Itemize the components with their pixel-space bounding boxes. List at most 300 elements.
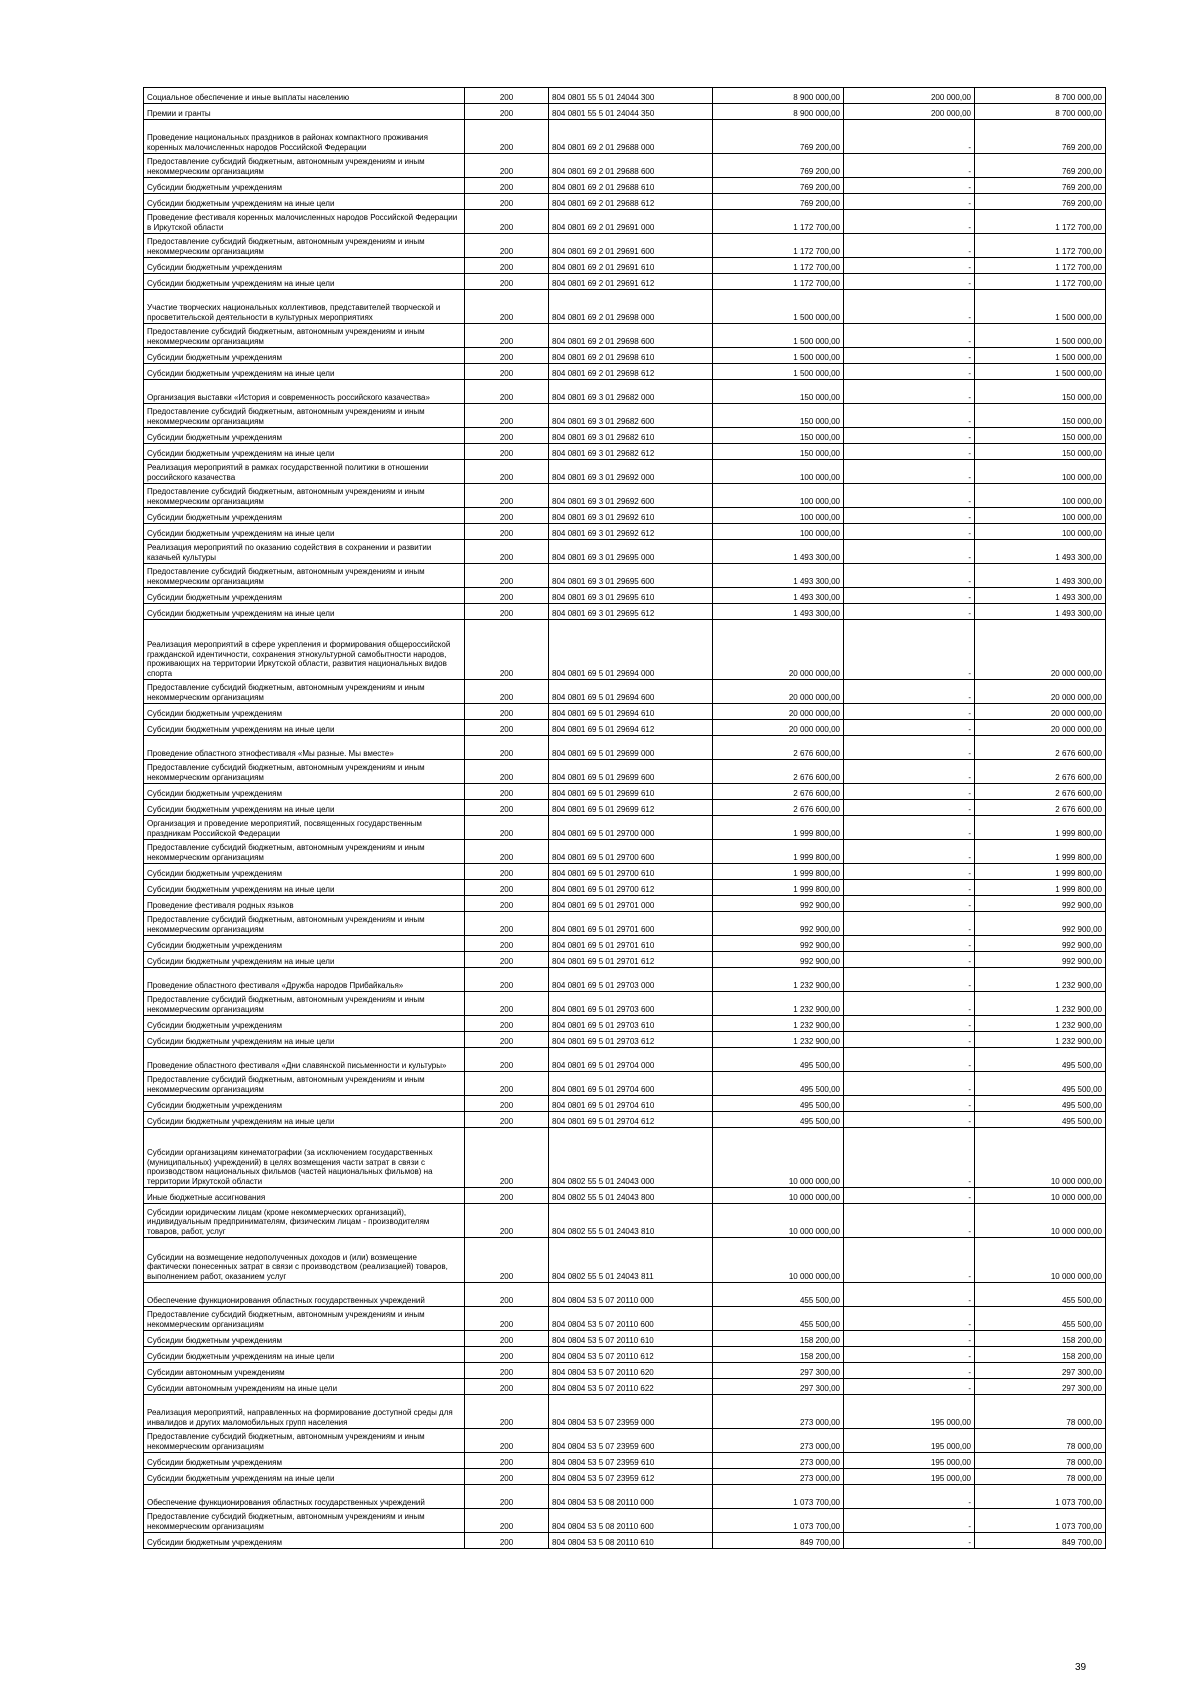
cell-amount-remaining: 158 200,00 — [975, 1331, 1106, 1347]
cell-amount-approved: 1 500 000,00 — [713, 364, 844, 380]
table-row — [144, 760, 1106, 784]
cell-amount-reserved: - — [844, 364, 975, 380]
cell-amount-approved: 1 500 000,00 — [713, 324, 844, 348]
cell-amount-approved: 1 232 900,00 — [713, 1016, 844, 1032]
cell-budget-code: 804 0801 69 5 01 29701 612 — [549, 952, 713, 968]
cell-amount-approved: 1 493 300,00 — [713, 540, 844, 564]
cell-budget-code: 804 0801 69 5 01 29703 000 — [549, 968, 713, 992]
cell-budget-code: 804 0804 53 5 07 23959 612 — [549, 1469, 713, 1485]
cell-amount-reserved: - — [844, 704, 975, 720]
table-row — [144, 210, 1106, 234]
cell-amount-reserved: - — [844, 234, 975, 258]
cell-amount-remaining: 150 000,00 — [975, 380, 1106, 404]
cell-amount-reserved: - — [844, 620, 975, 680]
page-number: 39 — [1075, 1662, 1087, 1673]
cell-amount-remaining: 495 500,00 — [975, 1048, 1106, 1072]
cell-budget-code: 804 0801 69 2 01 29688 600 — [549, 154, 713, 178]
cell-amount-reserved: - — [844, 604, 975, 620]
cell-budget-code: 804 0804 53 5 07 23959 610 — [549, 1453, 713, 1469]
cell-budget-code: 804 0801 69 5 01 29700 000 — [549, 816, 713, 840]
cell-name: Проведение областного фестиваля «Дружба народов Прибайкалья» — [144, 968, 465, 992]
cell-name: Субсидии автономным учреждениям — [144, 1363, 465, 1379]
cell-amount-remaining: 1 493 300,00 — [975, 604, 1106, 620]
table-row — [144, 816, 1106, 840]
cell-amount-approved: 273 000,00 — [713, 1395, 844, 1429]
cell-name: Субсидии бюджетным учреждениям — [144, 588, 465, 604]
cell-amount-remaining: 1 500 000,00 — [975, 324, 1106, 348]
cell-name: Субсидии бюджетным учреждениям на иные цели — [144, 800, 465, 816]
table-row — [144, 952, 1106, 968]
cell-line-code: 200 — [465, 736, 549, 760]
cell-budget-code: 804 0804 53 5 07 20110 622 — [549, 1379, 713, 1395]
cell-amount-remaining: 992 900,00 — [975, 896, 1106, 912]
cell-amount-reserved: - — [844, 508, 975, 524]
cell-amount-approved: 495 500,00 — [713, 1048, 844, 1072]
table-row — [144, 784, 1106, 800]
cell-line-code: 200 — [465, 154, 549, 178]
cell-budget-code: 804 0801 69 5 01 29704 610 — [549, 1096, 713, 1112]
cell-amount-reserved: 195 000,00 — [844, 1429, 975, 1453]
table-row — [144, 194, 1106, 210]
table-row — [144, 620, 1106, 680]
cell-amount-approved: 20 000 000,00 — [713, 704, 844, 720]
cell-amount-remaining: 78 000,00 — [975, 1429, 1106, 1453]
cell-amount-remaining: 20 000 000,00 — [975, 720, 1106, 736]
cell-name: Предоставление субсидий бюджетным, автономным учреждениям и иным некоммерческим организациям — [144, 564, 465, 588]
cell-amount-remaining: 1 232 900,00 — [975, 1032, 1106, 1048]
cell-budget-code: 804 0801 69 2 01 29698 610 — [549, 348, 713, 364]
cell-amount-approved: 849 700,00 — [713, 1533, 844, 1549]
table-row — [144, 178, 1106, 194]
cell-name: Предоставление субсидий бюджетным, автономным учреждениям и иным некоммерческим организациям — [144, 680, 465, 704]
cell-amount-reserved: - — [844, 1204, 975, 1238]
cell-amount-approved: 273 000,00 — [713, 1453, 844, 1469]
cell-amount-reserved: 195 000,00 — [844, 1469, 975, 1485]
table-row — [144, 404, 1106, 428]
cell-line-code: 200 — [465, 992, 549, 1016]
cell-budget-code: 804 0802 55 5 01 24043 810 — [549, 1204, 713, 1238]
cell-line-code: 200 — [465, 120, 549, 154]
table-row — [144, 258, 1106, 274]
cell-amount-remaining: 10 000 000,00 — [975, 1128, 1106, 1188]
cell-amount-reserved: - — [844, 588, 975, 604]
cell-budget-code: 804 0801 69 2 01 29691 612 — [549, 274, 713, 290]
cell-name: Участие творческих национальных коллективов, представителей творческой и просветительской деятельности в культурных мероприятиях — [144, 290, 465, 324]
cell-amount-approved: 455 500,00 — [713, 1307, 844, 1331]
cell-amount-reserved: - — [844, 290, 975, 324]
cell-amount-reserved: - — [844, 380, 975, 404]
cell-amount-reserved: 195 000,00 — [844, 1395, 975, 1429]
table-row — [144, 736, 1106, 760]
cell-line-code: 200 — [465, 912, 549, 936]
cell-budget-code: 804 0801 69 5 01 29699 612 — [549, 800, 713, 816]
cell-name: Субсидии бюджетным учреждениям на иные цели — [144, 720, 465, 736]
table-row — [144, 1128, 1106, 1188]
cell-line-code: 200 — [465, 460, 549, 484]
cell-amount-reserved: - — [844, 1509, 975, 1533]
cell-line-code: 200 — [465, 1453, 549, 1469]
cell-amount-reserved: - — [844, 896, 975, 912]
cell-amount-approved: 297 300,00 — [713, 1363, 844, 1379]
cell-amount-reserved: - — [844, 736, 975, 760]
cell-amount-remaining: 1 500 000,00 — [975, 348, 1106, 364]
cell-line-code: 200 — [465, 680, 549, 704]
cell-line-code: 200 — [465, 564, 549, 588]
cell-name: Субсидии бюджетным учреждениям — [144, 508, 465, 524]
cell-amount-remaining: 2 676 600,00 — [975, 760, 1106, 784]
cell-amount-approved: 20 000 000,00 — [713, 620, 844, 680]
cell-amount-approved: 769 200,00 — [713, 154, 844, 178]
cell-amount-reserved: - — [844, 1307, 975, 1331]
cell-budget-code: 804 0801 69 3 01 29695 000 — [549, 540, 713, 564]
cell-amount-approved: 1 073 700,00 — [713, 1485, 844, 1509]
cell-name: Субсидии бюджетным учреждениям — [144, 428, 465, 444]
cell-amount-remaining: 10 000 000,00 — [975, 1204, 1106, 1238]
cell-amount-remaining: 1 493 300,00 — [975, 540, 1106, 564]
cell-amount-approved: 495 500,00 — [713, 1112, 844, 1128]
cell-amount-approved: 100 000,00 — [713, 460, 844, 484]
cell-budget-code: 804 0801 69 2 01 29691 600 — [549, 234, 713, 258]
cell-amount-remaining: 769 200,00 — [975, 154, 1106, 178]
cell-name: Субсидии бюджетным учреждениям — [144, 864, 465, 880]
cell-amount-remaining: 20 000 000,00 — [975, 704, 1106, 720]
cell-amount-reserved: - — [844, 880, 975, 896]
cell-line-code: 200 — [465, 1331, 549, 1347]
cell-amount-remaining: 1 999 800,00 — [975, 880, 1106, 896]
cell-amount-approved: 2 676 600,00 — [713, 800, 844, 816]
cell-budget-code: 804 0801 69 5 01 29699 610 — [549, 784, 713, 800]
cell-amount-approved: 1 172 700,00 — [713, 274, 844, 290]
table-row — [144, 508, 1106, 524]
cell-name: Предоставление субсидий бюджетным, автономным учреждениям и иным некоммерческим организациям — [144, 234, 465, 258]
cell-budget-code: 804 0804 53 5 07 23959 600 — [549, 1429, 713, 1453]
cell-amount-remaining: 297 300,00 — [975, 1363, 1106, 1379]
table-row — [144, 912, 1106, 936]
cell-amount-remaining: 297 300,00 — [975, 1379, 1106, 1395]
table-row — [144, 380, 1106, 404]
cell-amount-reserved: - — [844, 936, 975, 952]
table-row — [144, 1204, 1106, 1238]
cell-line-code: 200 — [465, 1347, 549, 1363]
cell-amount-approved: 1 493 300,00 — [713, 604, 844, 620]
cell-line-code: 200 — [465, 620, 549, 680]
cell-name: Субсидии бюджетным учреждениям на иные цели — [144, 604, 465, 620]
cell-amount-approved: 1 999 800,00 — [713, 880, 844, 896]
cell-amount-approved: 297 300,00 — [713, 1379, 844, 1395]
table-row — [144, 864, 1106, 880]
cell-amount-reserved: - — [844, 1128, 975, 1188]
cell-amount-reserved: - — [844, 952, 975, 968]
cell-line-code: 200 — [465, 484, 549, 508]
cell-amount-remaining: 78 000,00 — [975, 1469, 1106, 1485]
cell-name: Субсидии бюджетным учреждениям — [144, 704, 465, 720]
cell-budget-code: 804 0801 69 2 01 29688 612 — [549, 194, 713, 210]
cell-amount-remaining: 20 000 000,00 — [975, 620, 1106, 680]
cell-name: Реализация мероприятий в сфере укрепления и формирования общероссийской гражданской идентичности, сохранения этнокультурной самобытности народов, проживающих на территории Иркутской области, развития национальных видов спорта — [144, 620, 465, 680]
table-row — [144, 1453, 1106, 1469]
table-row — [144, 1347, 1106, 1363]
cell-amount-reserved: - — [844, 864, 975, 880]
cell-name: Субсидии бюджетным учреждениям на иные цели — [144, 1469, 465, 1485]
table-row — [144, 154, 1106, 178]
cell-budget-code: 804 0801 69 5 01 29700 610 — [549, 864, 713, 880]
cell-name: Субсидии бюджетным учреждениям на иные цели — [144, 1032, 465, 1048]
cell-amount-remaining: 1 493 300,00 — [975, 588, 1106, 604]
cell-line-code: 200 — [465, 524, 549, 540]
table-row — [144, 564, 1106, 588]
cell-name: Реализация мероприятий в рамках государственной политики в отношении российского казачества — [144, 460, 465, 484]
table-row — [144, 290, 1106, 324]
cell-budget-code: 804 0801 69 3 01 29692 610 — [549, 508, 713, 524]
table-row — [144, 1307, 1106, 1331]
cell-amount-reserved: 200 000,00 — [844, 88, 975, 104]
cell-amount-reserved: - — [844, 460, 975, 484]
cell-budget-code: 804 0802 55 5 01 24043 800 — [549, 1188, 713, 1204]
cell-amount-remaining: 1 172 700,00 — [975, 234, 1106, 258]
cell-line-code: 200 — [465, 1048, 549, 1072]
cell-line-code: 200 — [465, 1395, 549, 1429]
cell-name: Субсидии бюджетным учреждениям — [144, 1016, 465, 1032]
cell-line-code: 200 — [465, 720, 549, 736]
cell-amount-remaining: 495 500,00 — [975, 1072, 1106, 1096]
cell-amount-remaining: 1 073 700,00 — [975, 1485, 1106, 1509]
table-row — [144, 880, 1106, 896]
cell-amount-reserved: - — [844, 428, 975, 444]
cell-amount-reserved: - — [844, 154, 975, 178]
table-row — [144, 234, 1106, 258]
cell-amount-approved: 100 000,00 — [713, 508, 844, 524]
cell-amount-reserved: - — [844, 210, 975, 234]
table-row — [144, 120, 1106, 154]
cell-amount-approved: 1 999 800,00 — [713, 840, 844, 864]
cell-name: Социальное обеспечение и иные выплаты населению — [144, 88, 465, 104]
table-row — [144, 604, 1106, 620]
cell-amount-remaining: 78 000,00 — [975, 1395, 1106, 1429]
table-row — [144, 324, 1106, 348]
cell-amount-approved: 10 000 000,00 — [713, 1238, 844, 1283]
cell-budget-code: 804 0801 69 5 01 29701 000 — [549, 896, 713, 912]
cell-line-code: 200 — [465, 540, 549, 564]
cell-amount-remaining: 1 999 800,00 — [975, 864, 1106, 880]
cell-name: Субсидии юридическим лицам (кроме некоммерческих организаций), индивидуальным предпринимателям, физическим лицам - производителям товаров, работ, услуг — [144, 1204, 465, 1238]
cell-line-code: 200 — [465, 1096, 549, 1112]
cell-amount-approved: 495 500,00 — [713, 1072, 844, 1096]
cell-budget-code: 804 0804 53 5 07 20110 612 — [549, 1347, 713, 1363]
table-row — [144, 1485, 1106, 1509]
cell-amount-reserved: - — [844, 404, 975, 428]
cell-budget-code: 804 0801 55 5 01 24044 300 — [549, 88, 713, 104]
cell-amount-approved: 100 000,00 — [713, 484, 844, 508]
cell-amount-reserved: - — [844, 1363, 975, 1379]
cell-amount-remaining: 1 232 900,00 — [975, 992, 1106, 1016]
cell-amount-reserved: - — [844, 1032, 975, 1048]
cell-line-code: 200 — [465, 588, 549, 604]
cell-amount-reserved: - — [844, 178, 975, 194]
cell-line-code: 200 — [465, 704, 549, 720]
cell-name: Предоставление субсидий бюджетным, автономным учреждениям и иным некоммерческим организациям — [144, 1307, 465, 1331]
cell-amount-approved: 150 000,00 — [713, 444, 844, 460]
cell-amount-remaining: 992 900,00 — [975, 936, 1106, 952]
cell-line-code: 200 — [465, 1485, 549, 1509]
cell-amount-approved: 158 200,00 — [713, 1331, 844, 1347]
cell-line-code: 200 — [465, 1128, 549, 1188]
cell-amount-remaining: 10 000 000,00 — [975, 1238, 1106, 1283]
cell-amount-approved: 1 232 900,00 — [713, 992, 844, 1016]
cell-budget-code: 804 0801 69 5 01 29694 612 — [549, 720, 713, 736]
cell-line-code: 200 — [465, 952, 549, 968]
cell-budget-code: 804 0801 69 2 01 29698 612 — [549, 364, 713, 380]
cell-line-code: 200 — [465, 1307, 549, 1331]
cell-amount-reserved: - — [844, 912, 975, 936]
cell-amount-reserved: - — [844, 1016, 975, 1032]
table-row — [144, 680, 1106, 704]
cell-name: Проведение областного этнофестиваля «Мы разные. Мы вместе» — [144, 736, 465, 760]
cell-amount-remaining: 1 493 300,00 — [975, 564, 1106, 588]
table-row — [144, 720, 1106, 736]
cell-budget-code: 804 0801 69 3 01 29695 610 — [549, 588, 713, 604]
cell-line-code: 200 — [465, 274, 549, 290]
cell-amount-remaining: 495 500,00 — [975, 1112, 1106, 1128]
cell-name: Проведение фестиваля коренных малочисленных народов Российской Федерации в Иркутской области — [144, 210, 465, 234]
cell-amount-remaining: 495 500,00 — [975, 1096, 1106, 1112]
cell-name: Субсидии бюджетным учреждениям на иные цели — [144, 444, 465, 460]
cell-line-code: 200 — [465, 1469, 549, 1485]
cell-amount-reserved: - — [844, 120, 975, 154]
table-row — [144, 1238, 1106, 1283]
cell-name: Субсидии на возмещение недополученных доходов и (или) возмещение фактически понесенных затрат в связи с производством (реализацией) товаров, выполнением работ, оказанием услуг — [144, 1238, 465, 1283]
cell-amount-approved: 769 200,00 — [713, 194, 844, 210]
cell-amount-approved: 769 200,00 — [713, 178, 844, 194]
cell-amount-reserved: - — [844, 1347, 975, 1363]
cell-amount-approved: 1 232 900,00 — [713, 1032, 844, 1048]
cell-name: Субсидии бюджетным учреждениям на иные цели — [144, 952, 465, 968]
cell-budget-code: 804 0801 69 2 01 29691 610 — [549, 258, 713, 274]
cell-line-code: 200 — [465, 234, 549, 258]
cell-name: Субсидии бюджетным учреждениям — [144, 348, 465, 364]
cell-line-code: 200 — [465, 258, 549, 274]
cell-line-code: 200 — [465, 1379, 549, 1395]
cell-amount-reserved: - — [844, 274, 975, 290]
table-row — [144, 1331, 1106, 1347]
cell-budget-code: 804 0801 69 5 01 29700 612 — [549, 880, 713, 896]
cell-budget-code: 804 0801 69 5 01 29703 612 — [549, 1032, 713, 1048]
cell-budget-code: 804 0804 53 5 08 20110 000 — [549, 1485, 713, 1509]
cell-amount-approved: 992 900,00 — [713, 912, 844, 936]
cell-amount-remaining: 100 000,00 — [975, 524, 1106, 540]
cell-amount-reserved: - — [844, 524, 975, 540]
cell-line-code: 200 — [465, 936, 549, 952]
table-row — [144, 1469, 1106, 1485]
cell-name: Проведение фестиваля родных языков — [144, 896, 465, 912]
cell-amount-approved: 992 900,00 — [713, 936, 844, 952]
cell-amount-approved: 10 000 000,00 — [713, 1188, 844, 1204]
cell-amount-remaining: 100 000,00 — [975, 460, 1106, 484]
cell-line-code: 200 — [465, 784, 549, 800]
cell-name: Субсидии бюджетным учреждениям — [144, 1453, 465, 1469]
cell-amount-remaining: 2 676 600,00 — [975, 736, 1106, 760]
cell-line-code: 200 — [465, 324, 549, 348]
cell-budget-code: 804 0801 69 3 01 29692 600 — [549, 484, 713, 508]
cell-amount-reserved: - — [844, 1485, 975, 1509]
cell-line-code: 200 — [465, 896, 549, 912]
cell-amount-approved: 1 172 700,00 — [713, 234, 844, 258]
cell-name: Обеспечение функционирования областных государственных учреждений — [144, 1283, 465, 1307]
cell-amount-approved: 100 000,00 — [713, 524, 844, 540]
cell-line-code: 200 — [465, 444, 549, 460]
cell-line-code: 200 — [465, 1283, 549, 1307]
cell-line-code: 200 — [465, 604, 549, 620]
cell-amount-remaining: 150 000,00 — [975, 444, 1106, 460]
cell-line-code: 200 — [465, 800, 549, 816]
table-row — [144, 896, 1106, 912]
cell-budget-code: 804 0801 69 2 01 29691 000 — [549, 210, 713, 234]
cell-amount-remaining: 8 700 000,00 — [975, 104, 1106, 120]
cell-line-code: 200 — [465, 364, 549, 380]
cell-name: Предоставление субсидий бюджетным, автономным учреждениям и иным некоммерческим организациям — [144, 912, 465, 936]
cell-amount-remaining: 769 200,00 — [975, 194, 1106, 210]
cell-budget-code: 804 0801 69 3 01 29682 612 — [549, 444, 713, 460]
cell-budget-code: 804 0801 69 5 01 29701 610 — [549, 936, 713, 952]
table-row — [144, 1533, 1106, 1549]
cell-amount-remaining: 100 000,00 — [975, 484, 1106, 508]
table-row — [144, 1188, 1106, 1204]
cell-budget-code: 804 0804 53 5 07 20110 620 — [549, 1363, 713, 1379]
table-row — [144, 588, 1106, 604]
cell-amount-approved: 20 000 000,00 — [713, 680, 844, 704]
cell-amount-remaining: 100 000,00 — [975, 508, 1106, 524]
cell-line-code: 200 — [465, 816, 549, 840]
table-row — [144, 704, 1106, 720]
cell-line-code: 200 — [465, 1032, 549, 1048]
cell-line-code: 200 — [465, 864, 549, 880]
cell-name: Предоставление субсидий бюджетным, автономным учреждениям и иным некоммерческим организациям — [144, 404, 465, 428]
cell-amount-remaining: 150 000,00 — [975, 404, 1106, 428]
cell-line-code: 200 — [465, 840, 549, 864]
budget-table-body — [144, 88, 1106, 1549]
cell-amount-approved: 1 172 700,00 — [713, 258, 844, 274]
cell-amount-reserved: - — [844, 1283, 975, 1307]
cell-name: Предоставление субсидий бюджетным, автономным учреждениям и иным некоммерческим организациям — [144, 840, 465, 864]
cell-name: Субсидии бюджетным учреждениям на иные цели — [144, 1347, 465, 1363]
cell-budget-code: 804 0801 69 5 01 29703 610 — [549, 1016, 713, 1032]
cell-budget-code: 804 0801 55 5 01 24044 350 — [549, 104, 713, 120]
table-row — [144, 968, 1106, 992]
cell-budget-code: 804 0804 53 5 07 20110 600 — [549, 1307, 713, 1331]
cell-amount-remaining: 769 200,00 — [975, 120, 1106, 154]
cell-amount-remaining: 992 900,00 — [975, 952, 1106, 968]
cell-line-code: 200 — [465, 380, 549, 404]
cell-name: Реализация мероприятий по оказанию содействия в сохранении и развитии казачьей культуры — [144, 540, 465, 564]
cell-line-code: 200 — [465, 104, 549, 120]
cell-name: Предоставление субсидий бюджетным, автономным учреждениям и иным некоммерческим организациям — [144, 760, 465, 784]
cell-amount-approved: 158 200,00 — [713, 1347, 844, 1363]
cell-name: Субсидии организациям кинематографии (за исключением государственных (муниципальных) учреждений) в целях возмещения части затрат в связи с производством национальных фильмов (частей национальных фильмов) на территории Иркутской области — [144, 1128, 465, 1188]
cell-budget-code: 804 0801 69 2 01 29698 000 — [549, 290, 713, 324]
cell-amount-reserved: - — [844, 968, 975, 992]
cell-amount-remaining: 1 500 000,00 — [975, 290, 1106, 324]
table-row — [144, 428, 1106, 444]
cell-amount-remaining: 849 700,00 — [975, 1533, 1106, 1549]
cell-amount-approved: 1 172 700,00 — [713, 210, 844, 234]
cell-budget-code: 804 0804 53 5 08 20110 600 — [549, 1509, 713, 1533]
cell-amount-remaining: 455 500,00 — [975, 1307, 1106, 1331]
cell-name: Реализация мероприятий, направленных на формирование доступной среды для инвалидов и других маломобильных групп населения — [144, 1395, 465, 1429]
cell-amount-reserved: - — [844, 680, 975, 704]
cell-line-code: 200 — [465, 1072, 549, 1096]
cell-name: Субсидии бюджетным учреждениям на иные цели — [144, 524, 465, 540]
cell-amount-approved: 273 000,00 — [713, 1429, 844, 1453]
cell-line-code: 200 — [465, 428, 549, 444]
